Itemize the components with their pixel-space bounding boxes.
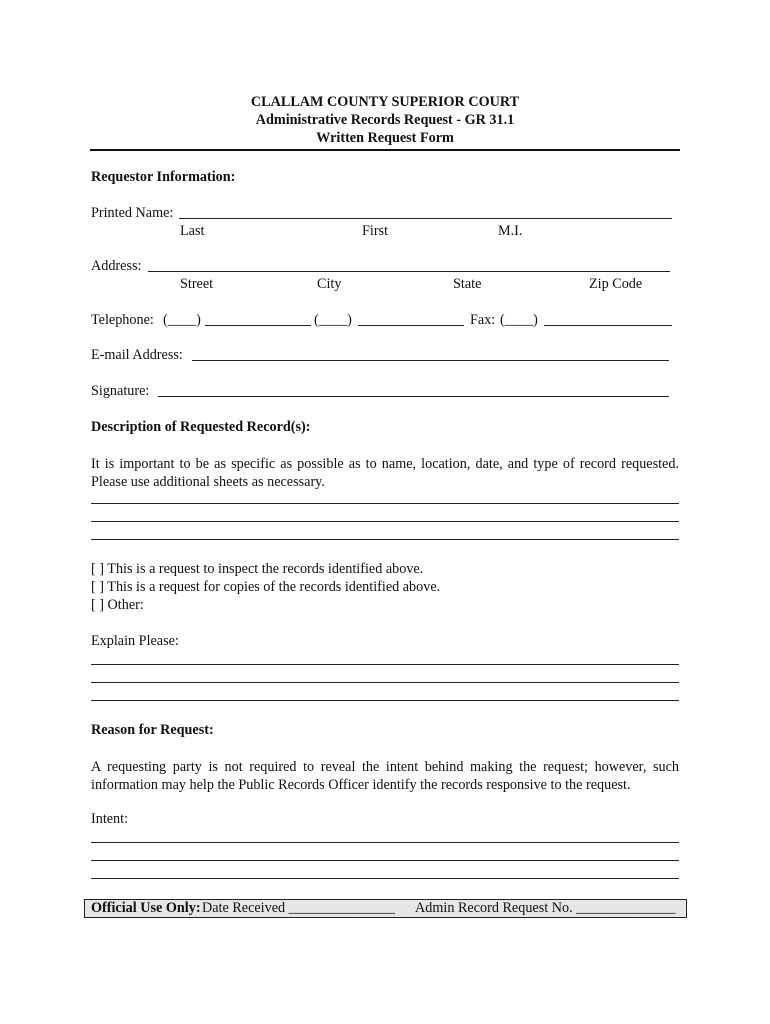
address-sublabel-city: City bbox=[317, 276, 342, 292]
date-received-field[interactable]: Date Received _______________ bbox=[202, 900, 396, 916]
telephone-number-field-1[interactable] bbox=[205, 325, 311, 326]
option-other-checkbox[interactable]: [ ] Other: bbox=[91, 597, 144, 613]
telephone-number-field-2[interactable] bbox=[358, 325, 464, 326]
telephone-area-code-2[interactable]: (____) bbox=[314, 312, 352, 328]
official-use-label: Official Use Only: bbox=[91, 900, 201, 916]
printed-name-label: Printed Name: bbox=[91, 205, 174, 221]
description-line-3[interactable] bbox=[91, 539, 679, 540]
intent-label: Intent: bbox=[91, 811, 129, 827]
description-line-1[interactable] bbox=[91, 503, 679, 504]
name-sublabel-mi: M.I. bbox=[498, 223, 523, 239]
option-copies-checkbox[interactable]: [ ] This is a request for copies of the records identified above. bbox=[91, 579, 441, 595]
header-divider bbox=[90, 149, 680, 151]
telephone-label: Telephone: bbox=[91, 312, 154, 328]
admin-record-request-no-field[interactable]: Admin Record Request No. ______________ bbox=[415, 900, 676, 916]
address-field[interactable] bbox=[148, 271, 670, 272]
explain-line-1[interactable] bbox=[91, 664, 679, 665]
reason-section-title: Reason for Request: bbox=[91, 722, 214, 738]
official-use-box bbox=[84, 899, 687, 918]
email-label: E-mail Address: bbox=[91, 347, 183, 363]
intent-line-2[interactable] bbox=[91, 860, 679, 861]
form-type: Administrative Records Request - GR 31.1 bbox=[255, 112, 515, 128]
option-inspect-checkbox[interactable]: [ ] This is a request to inspect the records identified above. bbox=[91, 561, 424, 577]
description-section-title: Description of Requested Record(s): bbox=[91, 419, 311, 435]
form-title: Written Request Form bbox=[316, 130, 454, 146]
intent-line-3[interactable] bbox=[91, 878, 679, 879]
address-sublabel-street: Street bbox=[180, 276, 214, 292]
explain-label: Explain Please: bbox=[91, 633, 179, 649]
court-name: CLALLAM COUNTY SUPERIOR COURT bbox=[250, 94, 520, 110]
printed-name-field[interactable] bbox=[179, 218, 672, 219]
email-field[interactable] bbox=[192, 360, 669, 361]
telephone-area-code-1[interactable]: (____) bbox=[163, 312, 201, 328]
fax-label: Fax: bbox=[470, 312, 496, 328]
signature-field[interactable] bbox=[158, 396, 669, 397]
name-sublabel-first: First bbox=[362, 223, 389, 239]
address-sublabel-state: State bbox=[453, 276, 482, 292]
requestor-section-title: Requestor Information: bbox=[91, 169, 236, 185]
explain-line-2[interactable] bbox=[91, 682, 679, 683]
signature-label: Signature: bbox=[91, 383, 150, 399]
address-label: Address: bbox=[91, 258, 142, 274]
description-instructions: It is important to be as specific as possible as to name, location, date, and type of record requested. Please use additional sheets as necessary. bbox=[91, 456, 679, 490]
fax-area-code[interactable]: (____) bbox=[500, 312, 538, 328]
address-sublabel-zip: Zip Code bbox=[589, 276, 643, 292]
explain-line-3[interactable] bbox=[91, 700, 679, 701]
reason-note: A requesting party is not required to reveal the intent behind making the request; however, such information may help the Public Records Officer identify the records responsive to the request. bbox=[91, 759, 679, 793]
name-sublabel-last: Last bbox=[180, 223, 205, 239]
fax-number-field[interactable] bbox=[544, 325, 672, 326]
intent-line-1[interactable] bbox=[91, 842, 679, 843]
description-line-2[interactable] bbox=[91, 521, 679, 522]
